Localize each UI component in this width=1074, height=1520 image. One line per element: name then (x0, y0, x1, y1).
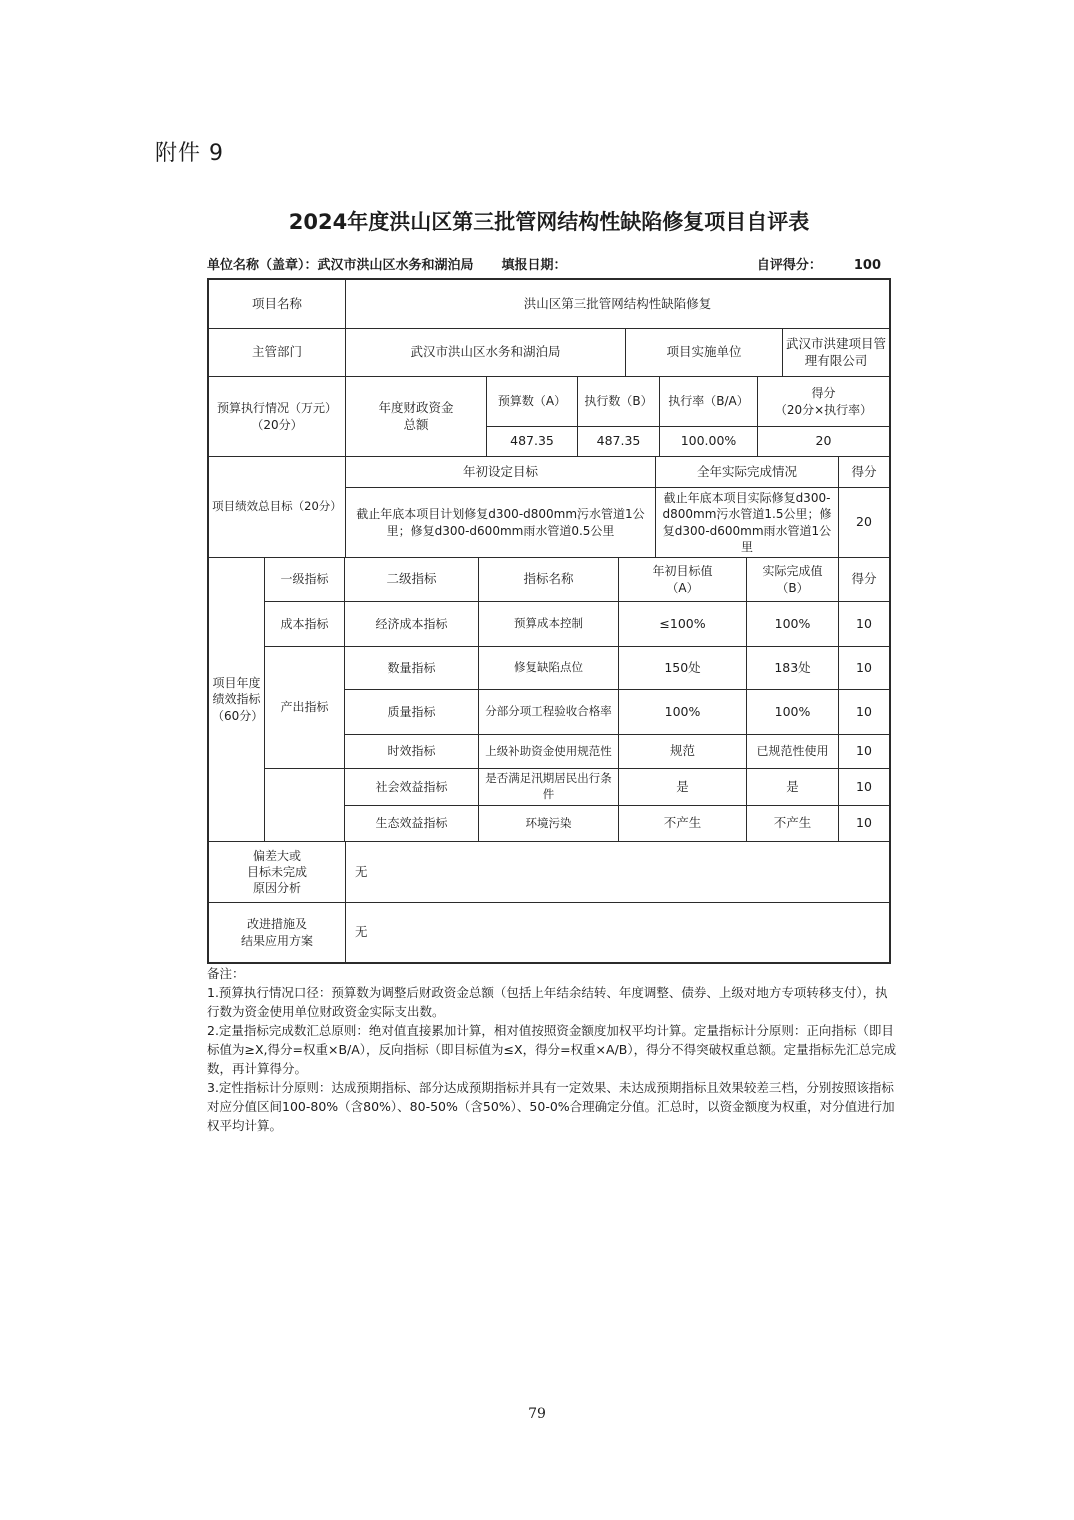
annual-fund-label (346, 377, 487, 457)
budget-execution-row (209, 377, 889, 457)
deviation-label-line: 原因分析 (252, 881, 301, 896)
actual-header-line: （B） (776, 580, 809, 595)
actual-value-header (747, 558, 839, 602)
fund-label-line: 总额 (403, 416, 429, 432)
indicator-actual-cell: 是 (747, 769, 839, 806)
report-date-label: 填报日期： (501, 258, 567, 273)
indicators-label-line: 项目年度 (212, 676, 261, 691)
indicator-target-cell: 规范 (619, 735, 747, 769)
target-header-line: （A） (666, 580, 699, 595)
indicator-score-cell: 10 (839, 690, 889, 735)
goal-target-header: 年初设定目标 (346, 457, 656, 488)
note-item: 3.定性指标计分原则：达成预期指标、部分达成预期指标并具有一定效果、未达成预期指标且效果较差三档，分别按照该指标对应分值区间100-80%（含80%）、80-50%（含50%）、50-0%合理确定分值。汇总时，以资金额度为权重，对分值进行加权平均计算。 (207, 1080, 895, 1133)
score-header: 得分 (839, 558, 889, 602)
improvement-row (209, 903, 889, 962)
goal-actual-header: 全年实际完成情况 (656, 457, 839, 488)
deviation-row (209, 842, 889, 903)
indicator-level1-empty-cell (265, 769, 345, 842)
fund-label-line: 年度财政资金 (378, 399, 454, 415)
budget-label-line: 预算执行情况（万元） (216, 401, 337, 416)
exec-amount-value: 487.35 (578, 427, 660, 457)
goal-actual-value: 截止年底本项目实际修复d300-d800mm污水管道1.5公里；修复d300-d600mm雨水管道1公里 (656, 488, 839, 558)
goal-score-value: 20 (839, 488, 889, 558)
level2-header: 二级指标 (345, 558, 479, 602)
indicator-target-cell: ≤100% (619, 602, 747, 647)
impl-unit-label: 项目实施单位 (626, 329, 783, 377)
indicator-level2-cell: 经济成本指标 (345, 602, 479, 647)
indicator-score-cell: 10 (839, 647, 889, 690)
indicator-name-cell: 预算成本控制 (479, 602, 619, 647)
dept-label: 主管部门 (209, 329, 346, 377)
project-name-value: 洪山区第三批管网结构性缺陷修复 (346, 280, 889, 329)
unit-name-label: 单位名称（盖章）：武汉市洪山区水务和湖泊局 (207, 258, 474, 273)
overall-goal-label: 项目绩效总目标（20分） (209, 457, 346, 558)
exec-rate-header: 执行率（B/A） (660, 377, 758, 427)
deviation-label-line: 目标未完成 (246, 864, 307, 879)
indicator-target-cell: 150处 (619, 647, 747, 690)
self-score-value: 100 (853, 258, 881, 273)
goal-score-header: 得分 (839, 457, 889, 488)
level1-header: 一级指标 (265, 558, 345, 602)
note-item: 2.定量指标完成数汇总原则：绝对值直接累加计算，相对值按照资金额度加权平均计算。定量指标计分原则：正向指标（即目标值为≥X,得分=权重×B/A），反向指标（即目标值为≤X，得分=权重×A/B），得分不得突破权重总额。定量指标先汇总完成数，再计算得分。 (207, 1023, 897, 1076)
notes-title: 备注： (207, 966, 245, 981)
note-item: 1.预算执行情况口径：预算数为调整后财政资金总额（包括上年结余结转、年度调整、债券、上级对地方专项转移支付），执行数为资金使用单位财政资金实际支出数。 (207, 985, 888, 1019)
indicator-level1-cell: 成本指标 (265, 602, 345, 647)
budget-score-header (758, 377, 889, 427)
indicator-target-cell: 不产生 (619, 806, 747, 842)
department-row (209, 329, 889, 377)
budget-label-line: （20分） (251, 417, 303, 432)
self-eval-table (207, 278, 891, 964)
indicator-target-cell: 是 (619, 769, 747, 806)
target-header-line: 年初目标值 (652, 564, 713, 579)
overall-goal-row (209, 457, 889, 558)
indicator-actual-cell: 183处 (747, 647, 839, 690)
budget-score-value: 20 (758, 427, 889, 457)
indicator-name-cell: 上级补助资金使用规范性 (479, 735, 619, 769)
indicator-level2-cell: 社会效益指标 (345, 769, 479, 806)
project-name-row (209, 280, 889, 329)
indicator-actual-cell: 已规范性使用 (747, 735, 839, 769)
budget-score-header-line: （20分×执行率） (774, 402, 873, 417)
budget-amount-header: 预算数（A） (487, 377, 578, 427)
self-score-label: 自评得分： (756, 258, 822, 273)
indicator-target-cell: 100% (619, 690, 747, 735)
improvement-value: 无 (355, 924, 368, 940)
indicator-name-cell: 是否满足汛期居民出行条件 (479, 769, 619, 806)
indicator-level2-cell: 数量指标 (345, 647, 479, 690)
indicator-level1-cell: 产出指标 (265, 647, 345, 769)
project-name-label: 项目名称 (209, 280, 346, 329)
indicator-level2-cell: 生态效益指标 (345, 806, 479, 842)
improvement-label-line: 改进措施及 (246, 917, 307, 932)
exec-amount-header: 执行数（B） (578, 377, 660, 427)
indicator-actual-cell: 不产生 (747, 806, 839, 842)
attachment-label: 附件 9 (155, 141, 224, 166)
indicator-name-header: 指标名称 (479, 558, 619, 602)
exec-rate-value: 100.00% (660, 427, 758, 457)
indicator-name-cell: 环境污染 (479, 806, 619, 842)
indicator-name-cell: 修复缺陷点位 (479, 647, 619, 690)
document-title: 2024年度洪山区第三批管网结构性缺陷修复项目自评表 (288, 210, 810, 234)
actual-header-line: 实际完成值 (762, 564, 823, 579)
impl-unit-value: 武汉市洪建项目管理有限公司 (783, 329, 889, 377)
improvement-label-line: 结果应用方案 (240, 933, 313, 948)
indicators-label-line: （60分） (212, 708, 264, 723)
budget-score-header-line: 得分 (811, 386, 836, 401)
dept-value: 武汉市洪山区水务和湖泊局 (346, 329, 626, 377)
indicator-level2-cell: 质量指标 (345, 690, 479, 735)
deviation-value: 无 (346, 842, 889, 903)
goal-target-value: 截止年底本项目计划修复d300-d800mm污水管道1公里；修复d300-d600mm雨水管道0.5公里 (346, 488, 656, 558)
budget-amount-value: 487.35 (487, 427, 578, 457)
indicators-label-line: 绩效指标 (212, 692, 261, 707)
meta-line (207, 254, 891, 273)
deviation-label-line: 偏差大或 (252, 848, 301, 863)
indicator-score-cell: 10 (839, 806, 889, 842)
budget-row-label (209, 377, 346, 457)
target-value-header (619, 558, 747, 602)
indicator-actual-cell: 100% (747, 602, 839, 647)
deviation-label (209, 842, 346, 903)
notes-block (207, 964, 897, 1135)
page-number: 79 (528, 1406, 546, 1422)
improvement-label (209, 903, 346, 962)
indicator-level2-cell: 时效指标 (345, 735, 479, 769)
indicator-actual-cell: 100% (747, 690, 839, 735)
annual-indicators-section (209, 558, 889, 842)
indicator-score-cell: 10 (839, 735, 889, 769)
indicator-score-cell: 10 (839, 769, 889, 806)
indicators-section-label (209, 558, 265, 842)
indicator-name-cell: 分部分项工程验收合格率 (479, 690, 619, 735)
indicator-score-cell: 10 (839, 602, 889, 647)
